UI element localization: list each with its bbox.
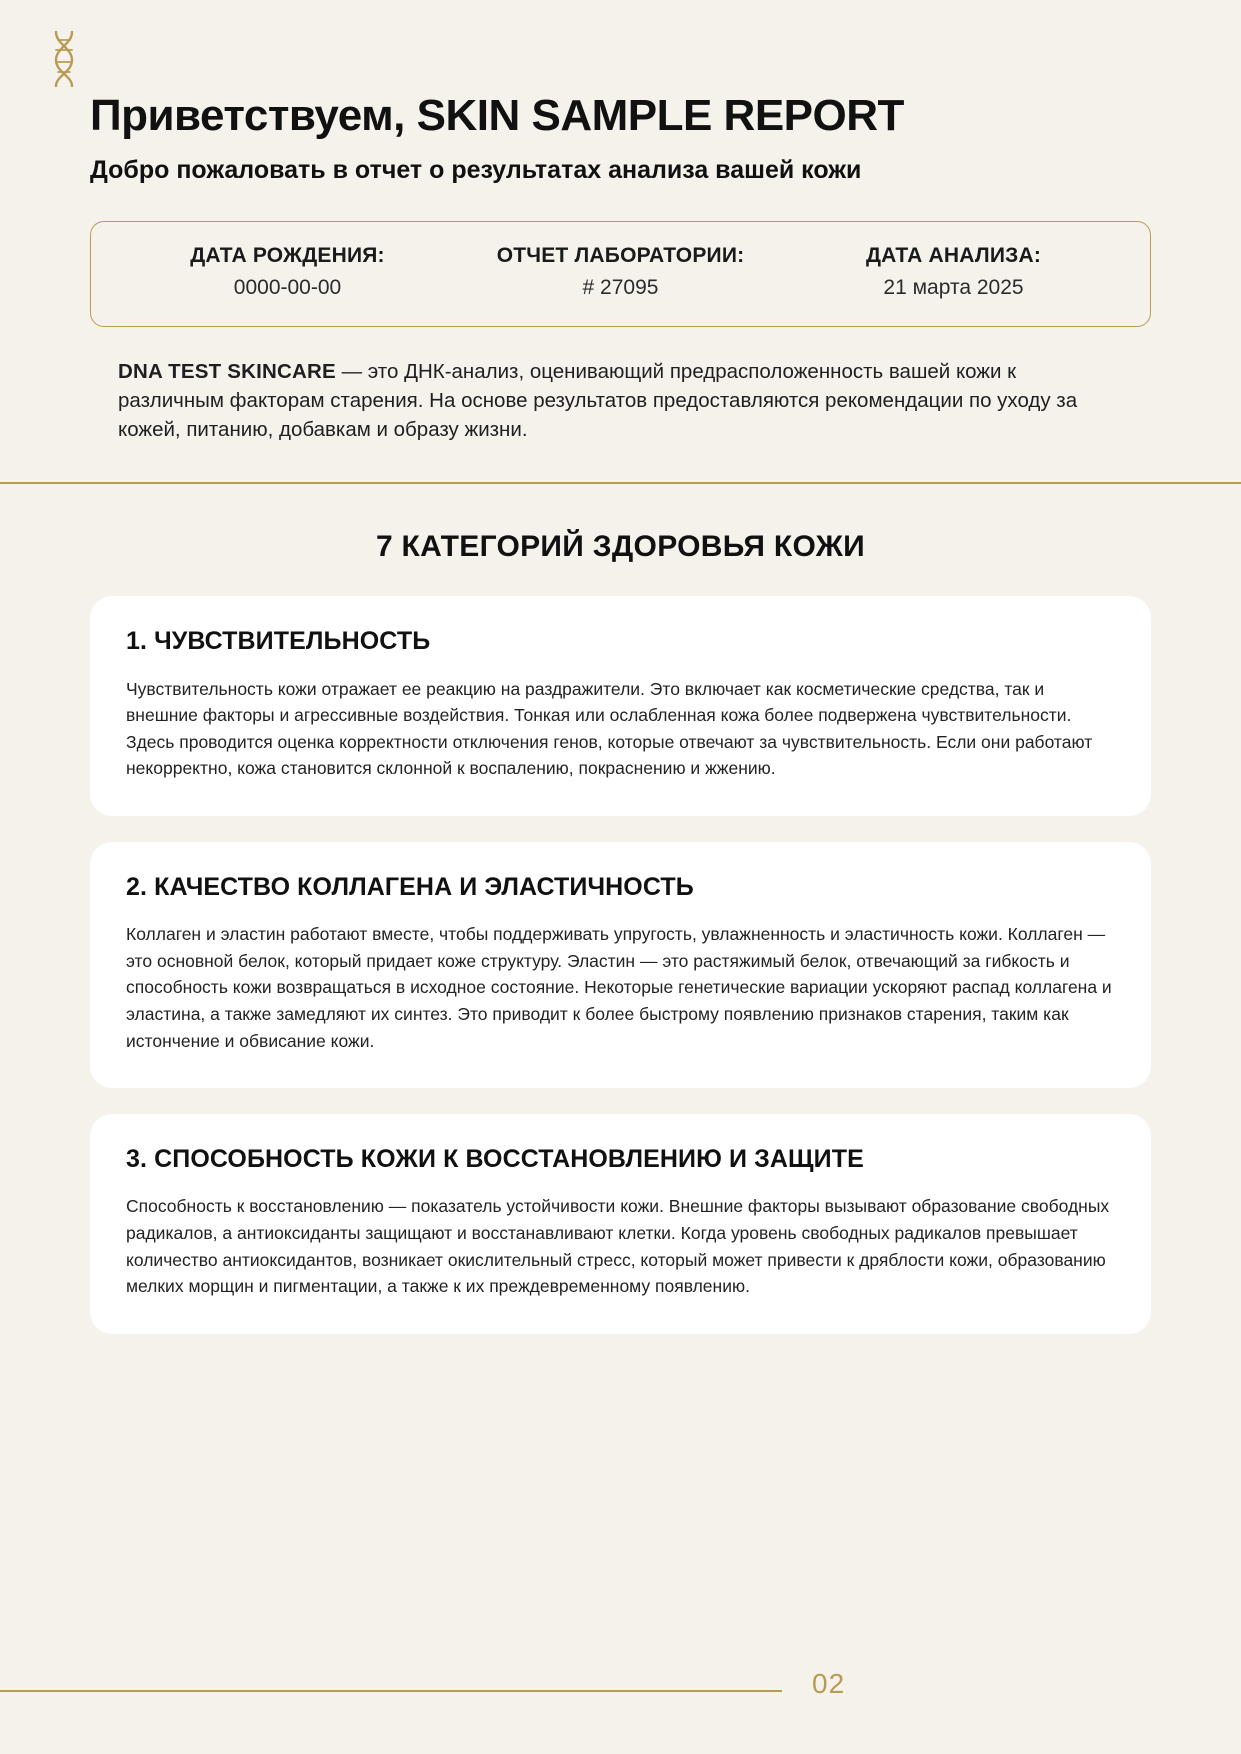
category-card-list [90,596,1151,1333]
category-card-body: Способность к восстановлению — показатель устойчивости кожи. Внешние факторы вызывают образование свободных радикалов, а антиоксиданты защищают и восстанавливают клетки. Когда уровень свободных радикалов превышает количество антиоксидантов, возникает окислительный стресс, который может привести к дряблости кожи, образованию мелких морщин и пигментации, а также к их преждевременному появлению. [126,1196,1110,1297]
intro-text: — это ДНК-анализ, оценивающий предрасположенность вашей кожи к различным факторам старения. На основе результатов предоставляются рекомендации по уходу за кожей, питанию, добавкам и образу жизни. [118,360,1078,442]
meta-lab-report-value: # 27095 [582,276,659,300]
meta-birth-date [121,244,454,300]
meta-birth-date-value: 0000-00-00 [233,276,342,300]
meta-analysis-date [787,244,1120,300]
section-title: 7 КАТЕГОРИЙ ЗДОРОВЬЯ КОЖИ [375,530,866,564]
page-title: Приветствуем, SKIN SAMPLE REPORT [90,91,904,140]
category-card-heading: 2. КАЧЕСТВО КОЛЛАГЕНА И ЭЛАСТИЧНОСТЬ [126,872,694,901]
page-subtitle: Добро пожаловать в отчет о результатах анализа вашей кожи [90,155,862,184]
page-number: 02 [812,1668,846,1699]
meta-analysis-date-value: 21 марта 2025 [883,276,1024,300]
category-card-body: Коллаген и эластин работают вместе, чтобы поддерживать упругость, увлажненность и эластичность кожи. Коллаген — это основной белок, который придает коже структуру. Эластин — это растяжимый белок, отвечающий за гибкость и способность кожи возвращаться в исходное состояние. Некоторые генетические вариации ускоряют распад коллагена и эластина, а также замедляют их синтез. Это приводит к более быстрому появлению признаков старения, таким как истончение и обвисание кожи. [126,924,1112,1051]
page-footer [0,1668,1241,1708]
category-card [90,596,1151,816]
category-card-body: Чувствительность кожи отражает ее реакцию на раздражители. Это включает как косметические средства, так и внешние факторы и агрессивные воздействия. Тонкая или ослабленная кожа более подвержена чувствительности. Здесь проводится оценка корректности отключения генов, которые отвечают за чувствительность. Если они работают некорректно, кожа становится склонной к воспалению, покраснению и жжению. [126,678,1093,779]
gold-divider [0,482,1241,484]
intro-paragraph [118,357,1123,444]
footer-divider [0,1690,782,1692]
meta-lab-report [454,244,787,300]
brand-name: DNA TEST SKINCARE [118,360,336,384]
report-header [0,0,1241,187]
meta-birth-date-label: ДАТА РОЖДЕНИЯ: [190,244,385,268]
category-card-heading: 1. ЧУВСТВИТЕЛЬНОСТЬ [126,627,431,656]
report-meta-box [90,221,1151,327]
meta-analysis-date-label: ДАТА АНАЛИЗА: [865,244,1042,268]
meta-lab-report-label: ОТЧЕТ ЛАБОРАТОРИИ: [496,244,745,268]
category-card-heading: 3. СПОСОБНОСТЬ КОЖИ К ВОССТАНОВЛЕНИЮ И ЗАЩИТЕ [126,1145,864,1174]
category-card [90,842,1151,1088]
dna-helix-icon [44,28,84,88]
category-card [90,1114,1151,1334]
